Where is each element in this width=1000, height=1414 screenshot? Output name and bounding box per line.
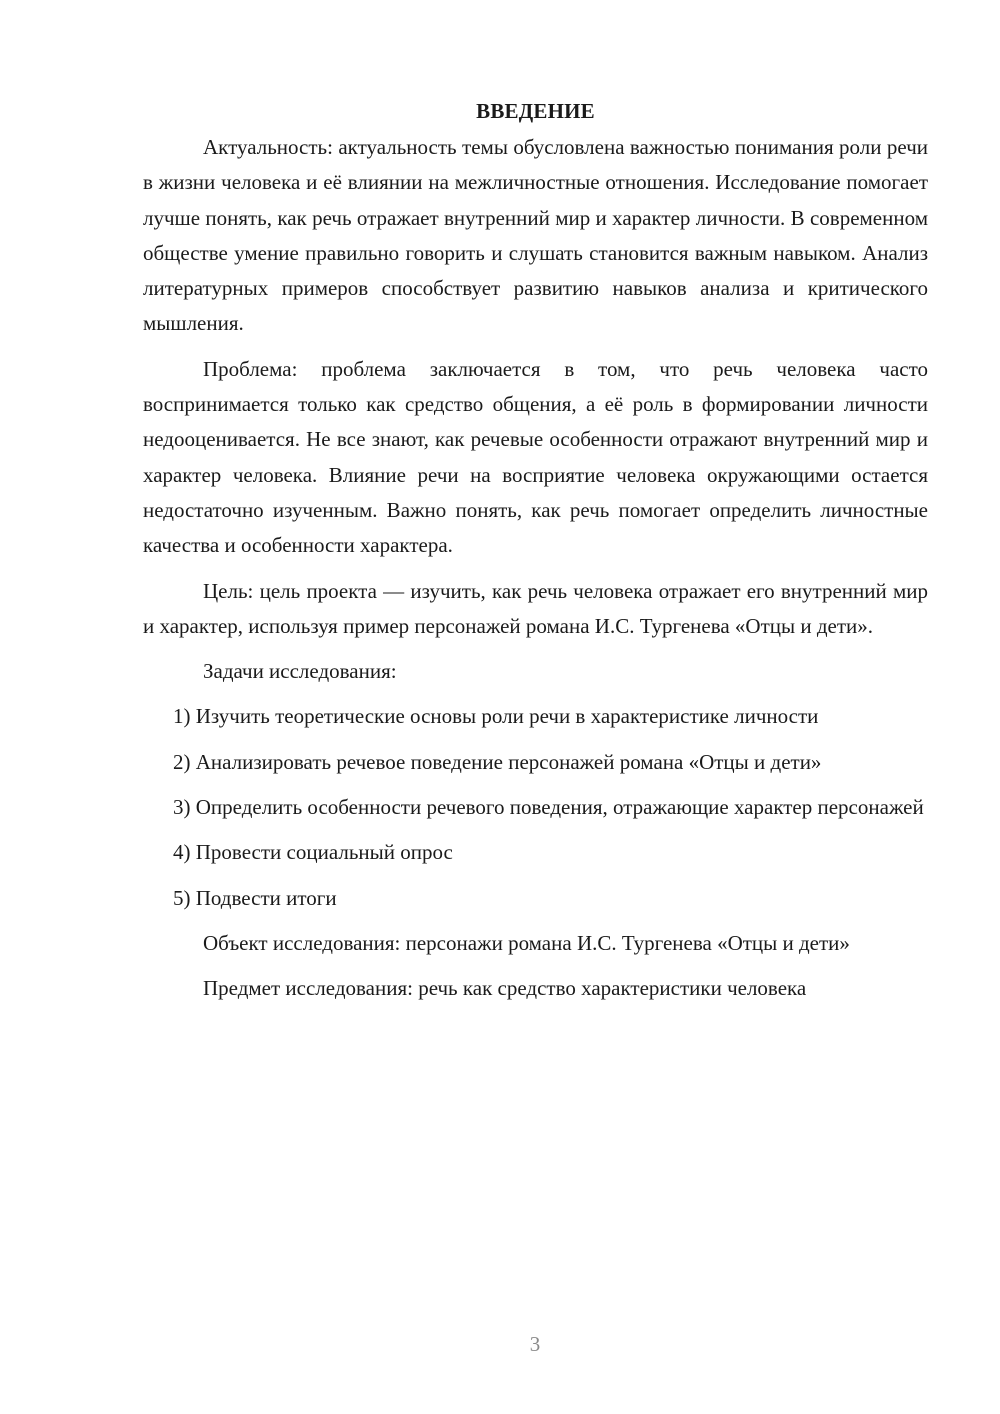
task-item: 2) Анализировать речевое поведение персонажей романа «Отцы и дети» (173, 749, 822, 774)
problem-paragraph: Проблема: проблема заключается в том, что речь человека часто воспринимается только как средство общения, а её роль в формировании личности недооценивается. Не все знают, как речевые особенности отражают внутренний мир и характер человека. Влияние речи на восприятие человека окружающими остается недостаточно изученным. Важно понять, как речь помогает определить личностные качества и особенности характера. (143, 356, 928, 558)
tasks-heading: Задачи исследования: (203, 659, 397, 684)
goal-paragraph: Цель: цель проекта — изучить, как речь человека отражает его внутренний мир и характер, используя пример персонажей романа И.С. Тургенева «Отцы и дети». (143, 578, 928, 638)
relevance-paragraph: Актуальность: актуальность темы обусловлена важностью понимания роли речи в жизни человека и её влиянии на межличностные отношения. Исследование помогает лучше понять, как речь отражает внутренний мир и характер личности. В современном обществе умение правильно говорить и слушать становится важным навыком. Анализ литературных примеров способствует развитию навыков анализа и критического мышления. (143, 135, 928, 336)
object-paragraph: Объект исследования: персонажи романа И.С. Тургенева «Отцы и дети» (203, 930, 850, 955)
document-page (143, 96, 928, 1017)
subject-paragraph: Предмет исследования: речь как средство характеристики человека (203, 976, 807, 1001)
task-item: 5) Подвести итоги (173, 885, 337, 910)
task-item: 3) Определить особенности речевого поведения, отражающие характер персонажей (173, 795, 924, 820)
task-item: 1) Изучить теоретические основы роли речи в характеристике личности (173, 704, 819, 729)
section-heading: ВВЕДЕНИЕ (476, 99, 595, 123)
task-item: 4) Провести социальный опрос (173, 840, 453, 865)
page-number: 3 (529, 1332, 541, 1356)
